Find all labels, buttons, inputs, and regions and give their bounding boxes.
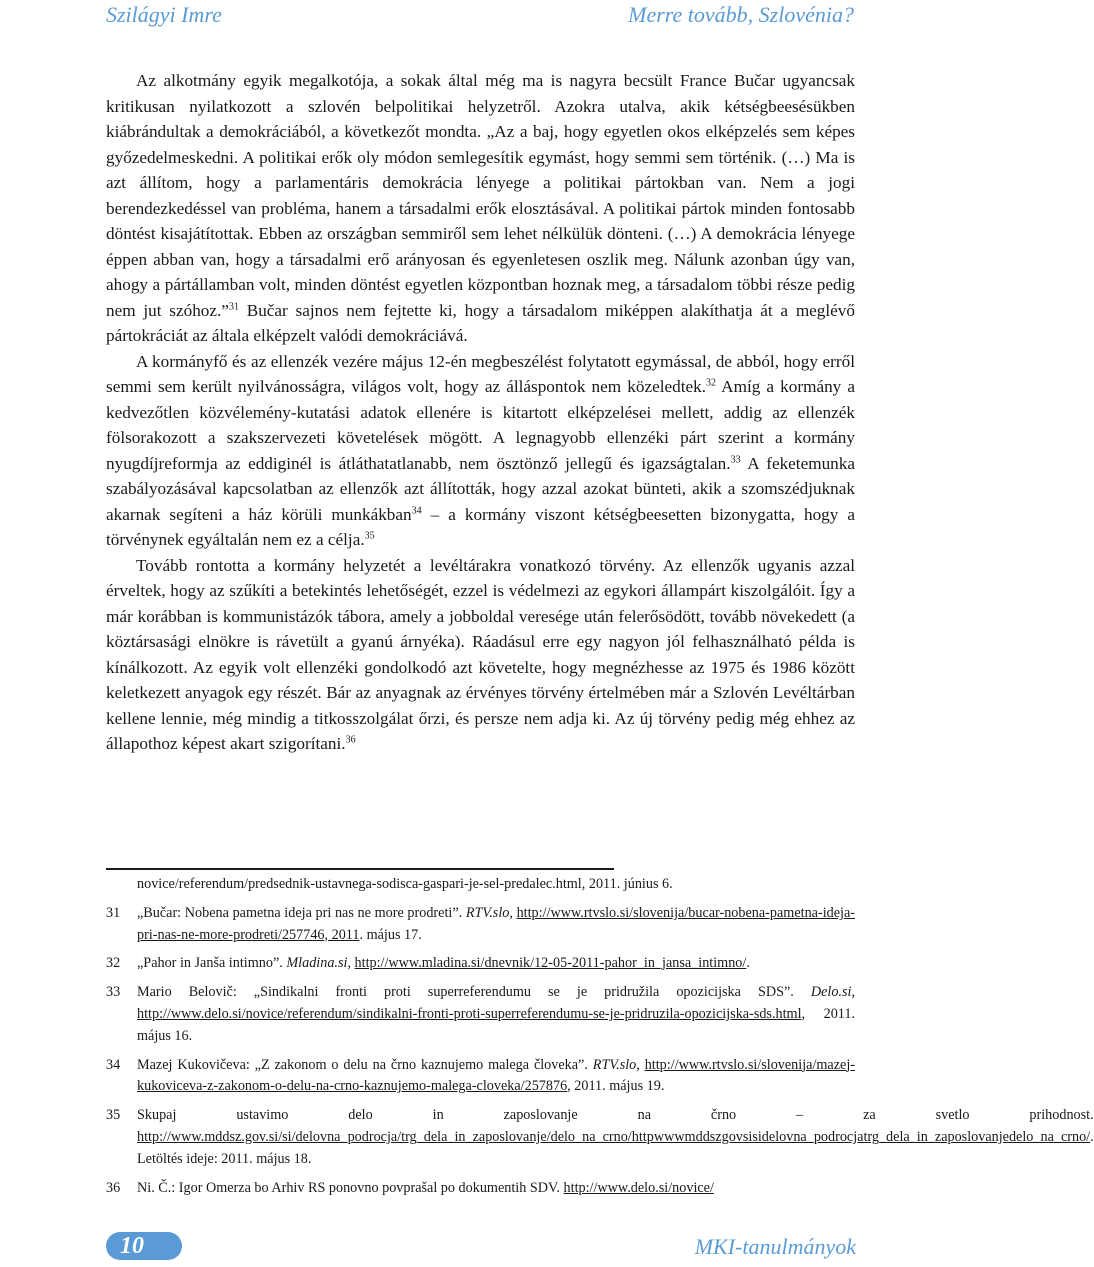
footnote-text	[137, 1178, 855, 1200]
footnote-continuation	[106, 874, 855, 896]
footnote-number: 35	[106, 1107, 121, 1124]
footnote-text	[137, 1105, 1094, 1170]
footnote-34	[106, 1055, 855, 1099]
text-run: „Bučar: Nobena pametna ideja pri nas ne more prodreti”.	[137, 904, 466, 921]
body-text	[106, 68, 855, 757]
footnote-ref: 35	[364, 530, 375, 542]
footnote-number: 32	[106, 955, 121, 972]
footnote-ref: 33	[730, 453, 741, 465]
footnote-number: 31	[106, 904, 121, 921]
footnote-ref: 36	[345, 734, 356, 746]
footnote-link[interactable]: http://www.rtvslo.si/slovenija/mazej-kukoviceva-z-zakonom-o-delu-na-crno-kaznujemo-malega-cloveka/257876	[137, 1056, 855, 1095]
text-run: Az alkotmány egyik megalkotója, a sokak által még ma is nagyra becsült France Bučar ugyancsak kritikusan nyilatkozott a szlovén belpolitikai helyzetről. Azokra utalva, akik kétségbeesésükben kiábrándultak a demokráciából, a következőt mondta. „Az a baj, hogy egyetlen okos elképzelés sem képes győzedelmeskedni. A politikai erők oly módon semlegesítik egymást, hogy semmi sem történik. (…) Ma is azt állítom, hogy a parlamentáris demokrácia lényege a politikai pártokban van. Nem a jogi berendezkedéssel van probléma, hanem a társadalmi erők elosztásával. A politikai pártok minden fontosabb döntést kisajátítottak. Ebben az országban semmiről sem lehet nélkülük dönteni. (…) A demokrácia lényege éppen abban van, hogy a társadalmi erő arányosan és egyenletesen oszlik meg. Nálunk azonban úgy van, ahogy a pártállamban volt, minden döntést egyetlen központban hoznak meg, a társadalom többi része pedig nem jut szóhoz.”	[106, 71, 855, 320]
header-author: Szilágyi Imre	[106, 2, 222, 27]
footnote-33	[106, 982, 855, 1047]
footnote-35	[106, 1105, 1094, 1170]
footnote-list	[106, 903, 1094, 1200]
footnote-ref: 31	[228, 300, 239, 312]
footnote-36	[106, 1178, 855, 1200]
text-run: Skupaj ustavimo delo in zaposlovanje na črno – za svetlo prihodnost.	[137, 1107, 1094, 1124]
page-footer	[0, 1232, 960, 1267]
text-run: , 2011. május 19.	[567, 1078, 665, 1095]
footnote-link[interactable]: http://www.rtvslo.si/slovenija/bucar-nobena-pametna-ideja-pri-nas-ne-more-prodreti/257746, 2011	[137, 904, 855, 943]
text-run: Bučar sajnos nem fejtette ki, hogy a társadalom miképpen alakíthatja át a meglévő pártokráciát az általa elképzelt valódi demokráciává.	[106, 300, 855, 345]
text-run: Mario Belovič: „Sindikalni fronti proti superreferendumu se je pridružila opozicijska SDS”.	[137, 984, 811, 1001]
page-number-badge	[106, 1232, 182, 1260]
footer-brand: MKI-tanulmányok	[694, 1234, 856, 1259]
text-run: Tovább rontotta a kormány helyzetét a levéltárakra vonatkozó törvény. Az ellenzők ugyanis azzal érveltek, hogy az szűkíti a betekintés lehetőségét, ezzel is védelmezi az egykori állampárt kiszolgálóit. Így a már korábban is kommunistázók tábora, amely a jobboldal veresége után felerősödött, tovább növekedett (a köztársasági elnökre is rávetült a gyanú árnyéka). Ráadásul erre egy nagyon jól felhasználható példa is kínálkozott. Az egyik volt ellenzéki gondolkodó azt követelte, hogy megnézhesse az 1975 és 1986 között keletkezett anyagok egy részét. Bár az anyagnak az érvényes törvény értelmében már a Szlovén Levéltárban kellene lennie, még mindig a titkosszolgálat őrzi, és persze nem adja ki. Az új törvény pedig még ehhez az állapothoz képest akart szigorítani.	[106, 555, 855, 753]
footnotes	[106, 874, 1094, 1206]
source-name: Delo.si,	[810, 984, 855, 1001]
footnote-31	[106, 903, 855, 947]
text-run: – a kormány viszont kétségbeesetten bizonygatta, hogy a törvénynek egyáltalán nem ez a célja.	[106, 504, 855, 549]
header-title: Merre tovább, Szlovénia?	[628, 2, 854, 27]
footnote-text	[137, 1055, 855, 1099]
text-run: .	[746, 955, 750, 972]
footnote-ref: 32	[706, 377, 716, 389]
text-run: A kormányfő és az ellenzék vezére május 12-én megbeszélést folytatott egymással, de abból, hogy erről semmi sem került nyilvánosságra, világos volt, hogy az álláspontok nem közeledtek.	[106, 351, 855, 396]
footnote-number: 34	[106, 1056, 121, 1073]
footnote-text	[137, 953, 855, 975]
source-name: Mladina.si,	[286, 955, 351, 972]
page-number: 10	[120, 1233, 144, 1259]
text-run: . Letöltés ideje: 2011. május 18.	[137, 1128, 1094, 1167]
paragraph-2	[106, 349, 855, 553]
source-name: RTV.slo,	[592, 1056, 640, 1073]
text-run: A feketemunka szabályozásával kapcsolatban az ellenzők azt állították, hogy azzal azokat bünteti, akik a szomszédjuknak akarnak segíteni a ház körüli munkákban	[106, 453, 855, 524]
footnote-link[interactable]: http://www.delo.si/novice/referendum/sindikalni-fronti-proti-superreferendumu-se-je-pridruzila-opozicijska-sds.html	[137, 1005, 802, 1022]
footnote-continuation-link[interactable]: novice/referendum/predsednik-ustavnega-sodisca-gaspari-je-sel-predalec.html	[137, 876, 582, 892]
footnote-number: 33	[106, 984, 121, 1001]
text-run: , 2011. május 16.	[137, 1005, 855, 1044]
footnote-continuation-tail: , 2011. június 6.	[581, 876, 673, 892]
paragraph-3	[106, 553, 855, 757]
footnote-separator	[106, 868, 614, 870]
text-run: Amíg a kormány a kedvezőtlen közvélemény-kutatási adatok ellenére is kitartott elképzelései mellett, addig az ellenzék fölsorakozott a szakszervezeti követelések mögött. A legnagyobb ellenzéki párt szerint a kormány nyugdíjreformja az eddiginél is átláthatatlanabb, nem ösztönző jellegű és igazságtalan.	[106, 377, 855, 473]
footnote-text	[137, 982, 855, 1047]
footnote-link[interactable]: http://www.mladina.si/dnevnik/12-05-2011-pahor_in_jansa_intimno/	[354, 955, 747, 972]
footnote-text	[137, 903, 855, 947]
footnote-32	[106, 953, 855, 975]
page-header	[0, 0, 960, 34]
footnote-number: 36	[106, 1179, 121, 1196]
footnote-link[interactable]: http://www.mddsz.gov.si/si/delovna_podrocja/trg_dela_in_zaposlovanje/delo_na_crno/httpwwwmddszgovsisidelovna_podrocjatrg_dela_in_zaposlovanjedelo_na_crno/	[137, 1128, 1091, 1145]
text-run: Ni. Č.: Igor Omerza bo Arhiv RS ponovno povprašal po dokumentih SDV.	[137, 1179, 564, 1196]
footnote-ref: 34	[411, 504, 422, 516]
text-run: . május 17.	[359, 926, 422, 943]
footnote-link[interactable]: http://www.delo.si/novice/	[563, 1179, 714, 1196]
source-name: RTV.slo,	[465, 904, 513, 921]
text-run: „Pahor in Janša intimno”.	[137, 955, 287, 972]
paragraph-1	[106, 68, 855, 349]
text-run: Mazej Kukovičeva: „Z zakonom o delu na črno kaznujemo malega človeka”.	[137, 1056, 593, 1073]
